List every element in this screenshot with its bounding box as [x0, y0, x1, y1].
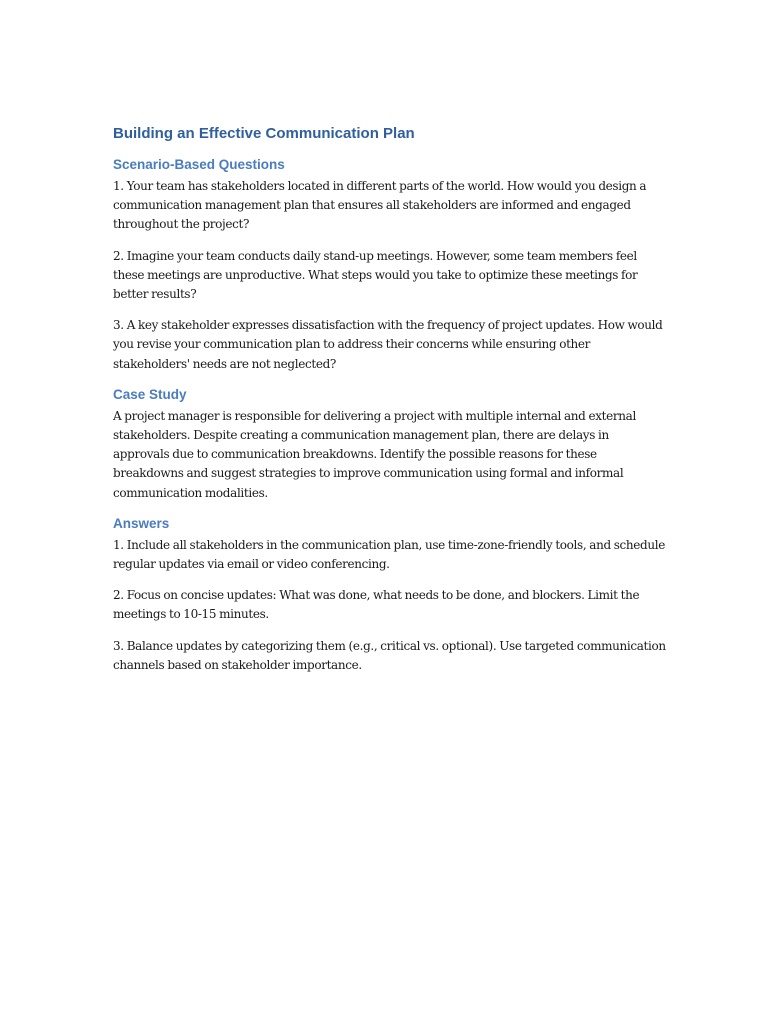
- case-study-heading: Case Study: [113, 386, 187, 402]
- document-title: Building an Effective Communication Plan: [113, 125, 415, 142]
- case-study-paragraph: A project manager is responsible for delivering a project with multiple internal and external stakeholders. Despite creating a communication management plan, there are delays in approvals due to communication breakdowns. Identify the possible reasons for these breakdowns and suggest strategies to improve communication using formal and informal communication modalities.: [113, 408, 636, 500]
- scenario-heading: Scenario-Based Questions: [113, 157, 285, 172]
- answers-heading: Answers: [113, 515, 170, 531]
- scenario-question-2: 2. Imagine your team conducts daily stand-up meetings. However, some team members feel these meetings are unproductive. What steps would you take to optimize these meetings for better results?: [113, 248, 638, 302]
- case-study-section: [113, 386, 668, 503]
- answers-section: [113, 515, 668, 675]
- answer-1: 1. Include all stakeholders in the communication plan, use time-zone-friendly tools, and schedule regular updates via email or video conferencing.: [113, 537, 666, 572]
- scenario-question-1: 1. Your team has stakeholders located in different parts of the world. How would you design a communication management plan that ensures all stakeholders are informed and engaged throughout the project?: [113, 179, 647, 232]
- scenario-question-3: 3. A key stakeholder expresses dissatisfaction with the frequency of project updates. How would you revise your communication plan to address their concerns while ensuring other stakeholders' needs are not neglected?: [113, 318, 663, 371]
- answer-3: 3. Balance updates by categorizing them (e.g., critical vs. optional). Use targeted communication channels based on stakeholder importance.: [113, 638, 666, 672]
- answer-2: 2. Focus on concise updates: What was done, what needs to be done, and blockers. Limit the meetings to 10-15 minutes.: [113, 588, 640, 622]
- scenario-section: [113, 156, 668, 374]
